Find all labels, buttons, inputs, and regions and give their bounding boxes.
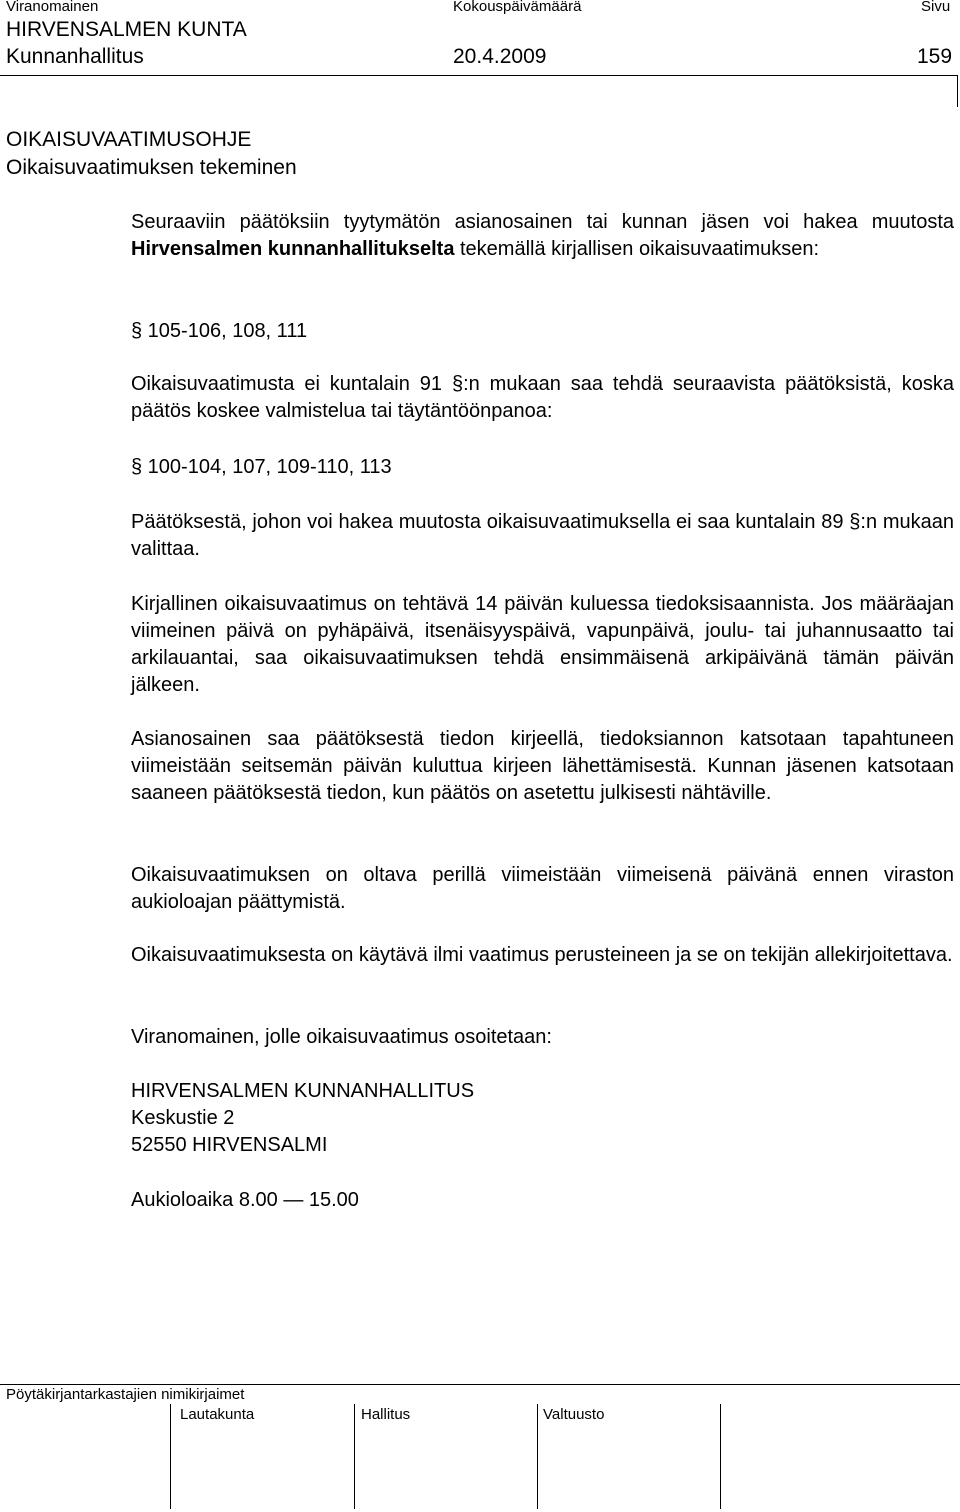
- paragraph-notification: Asianosainen saa päätöksestä tiedon kirjeellä, tiedoksiannon katsotaan tapahtuneen viimeistään seitsemän päivän kuluttua kirjeen lähettämisestä. Kunnan jäsenen katsotaan saaneen päätöksestä tiedon, kun päätös on asetettu julkisesti nähtäville.: [131, 728, 954, 804]
- intro-authority: Hirvensalmen kunnanhallitukselta: [131, 238, 455, 260]
- paragraph-no-complaint: Päätöksestä, johon voi hakea muutosta oikaisuvaatimuksella ei saa kuntalain 89 §:n mukaan valittaa.: [131, 511, 954, 560]
- header-right-edge: [957, 75, 958, 107]
- address-street: Keskustie 2: [131, 1107, 235, 1129]
- section-list-appealable: § 105-106, 108, 111: [131, 320, 308, 342]
- document-subtitle: Oikaisuvaatimuksen tekeminen: [6, 156, 297, 179]
- paragraph-deadline: Kirjallinen oikaisuvaatimus on tehtävä 14 päivän kuluessa tiedoksisaannista. Jos määräajan viimeinen päivä on pyhäpäivä, itsenäisyyspäivä, vapunpäivä, joulu- tai juhannusaatto tai arkilauantai, saa oikaisuvaatimuksen tehdä ensimmäisenä arkipäivänä tämän päivän jälkeen.: [131, 593, 954, 696]
- footer-divider-4: [720, 1404, 721, 1509]
- paragraph-intro: [131, 209, 954, 263]
- municipality-name: HIRVENSALMEN KUNTA: [6, 18, 247, 41]
- footer-divider-3: [537, 1404, 538, 1509]
- signatures-label: Pöytäkirjantarkastajien nimikirjaimet: [6, 1386, 245, 1403]
- opening-hours: Aukioloaika 8.00 — 15.00: [131, 1189, 359, 1211]
- footer-divider-2: [354, 1404, 355, 1509]
- label-meeting-date: Kokouspäivämäärä: [453, 0, 582, 15]
- intro-text-2: tekemällä kirjallisen oikaisuvaatimuksen:: [454, 238, 820, 260]
- section-list-not-appealable: § 100-104, 107, 109-110, 113: [131, 456, 392, 478]
- paragraph-arrival: Oikaisuvaatimuksen on oltava perillä viimeistään viimeisenä päivänä ennen viraston aukioloajan päättymistä.: [131, 864, 954, 913]
- footer-divider-1: [170, 1404, 171, 1509]
- intro-text-1: Seuraaviin päätöksiin tyytymätön asianosainen tai kunnan jäsen voi hakea muutosta: [131, 211, 954, 233]
- signature-column-board: Lautakunta: [180, 1406, 255, 1423]
- paragraph-authority-address-intro: Viranomainen, jolle oikaisuvaatimus osoitetaan:: [131, 1026, 552, 1048]
- label-authority: Viranomainen: [6, 0, 99, 15]
- label-page: Sivu: [921, 0, 951, 15]
- address-postal: 52550 HIRVENSALMI: [131, 1134, 328, 1156]
- signature-column-government: Hallitus: [361, 1406, 411, 1423]
- address-name: HIRVENSALMEN KUNNANHALLITUS: [131, 1080, 475, 1102]
- meeting-body: Kunnanhallitus: [6, 45, 144, 68]
- header-rule: [0, 75, 957, 76]
- paragraph-not-appealable: Oikaisuvaatimusta ei kuntalain 91 §:n mukaan saa tehdä seuraavista päätöksistä, koska päätös koskee valmistelua tai täytäntöönpanoa:: [131, 373, 954, 422]
- page-number: 159: [917, 45, 953, 68]
- meeting-date: 20.4.2009: [453, 45, 547, 68]
- paragraph-requirements: Oikaisuvaatimuksesta on käytävä ilmi vaatimus perusteineen ja se on tekijän allekirjoitettava.: [131, 944, 953, 966]
- signature-column-council: Valtuusto: [543, 1406, 605, 1423]
- document-title: OIKAISUVAATIMUSOHJE: [6, 128, 252, 151]
- footer-rule: [0, 1384, 960, 1385]
